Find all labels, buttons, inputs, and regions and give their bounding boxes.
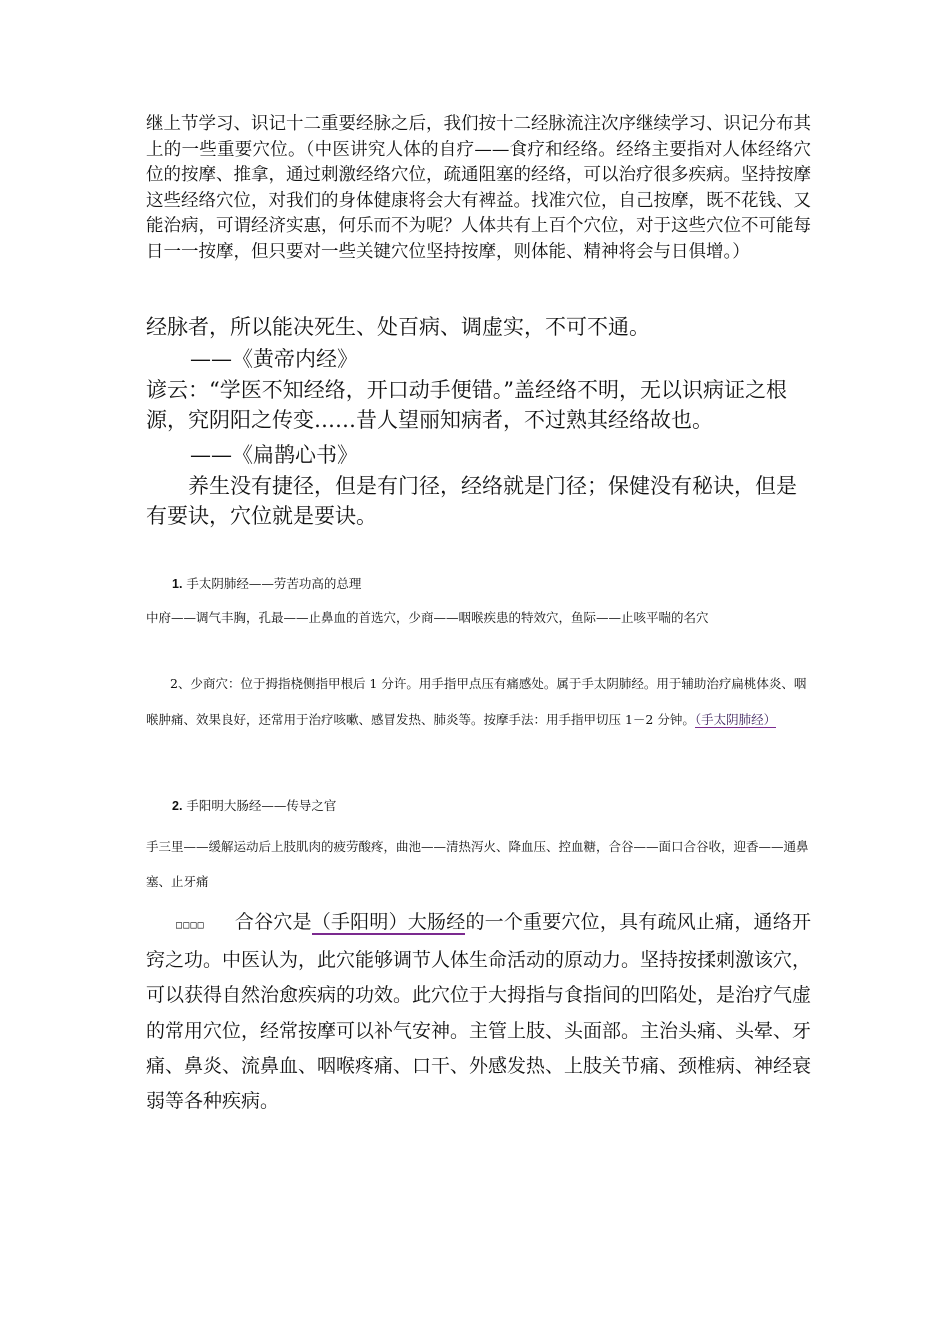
section-1-points: 中府——调气丰胸，孔最——止鼻血的首选穴，少商——咽喉疾患的特效穴，鱼际——止咳平喘的名穴 [146, 610, 709, 625]
health-motto: 养生没有捷径，但是有门径，经络就是门径；保健没有秘诀，但是有要诀，穴位就是要诀。 [146, 474, 797, 528]
section-2-heading [172, 797, 837, 815]
shaoshang-paragraph [146, 666, 811, 737]
hegu-text-before: 合谷穴是 [234, 911, 312, 933]
quote-huangdi: 经脉者，所以能决死生、处百病、调虚实，不可不通。 [146, 315, 650, 339]
quote-bianque: 谚云：“学医不知经络，开口动手便错。”盖经络不明，无以识病证之根源，究阴阳之传变……昔人望丽知病者，不过熟其经络故也。 [146, 378, 787, 432]
missing-glyphs: □□□□ [176, 920, 205, 931]
large-intestine-link[interactable]: （手阳明）大肠经 [311, 911, 466, 933]
section-1-number: 1. [172, 577, 183, 591]
section-2-points: 手三里——缓解运动后上肢肌肉的疲劳酸疼，曲池——清热泻火、降血压、控血糖，合谷——面口合谷收，迎香——通鼻塞、止牙痛 [146, 839, 809, 889]
section-1-title: 手太阴肺经——劳苦功高的总理 [186, 576, 362, 591]
section-2-title: 手阳明大肠经——传导之官 [186, 798, 337, 813]
quote-bianque-source: ——《扁鹊心书》 [190, 443, 358, 467]
section-1-heading [172, 575, 837, 593]
quote-huangdi-source: ——《黄帝内经》 [190, 347, 358, 371]
section-2-number: 2. [172, 799, 183, 813]
hegu-paragraph [146, 905, 811, 1119]
intro-paragraph: 继上节学习、识记十二重要经脉之后，我们按十二经脉流注次序继续学习、识记分布其上的一些重要穴位。（中医讲究人体的自疗——食疗和经络。经络主要指对人体经络穴位的按摩、推拿，通过刺激经络穴位，疏通阻塞的经络，可以治疗很多疾病。坚持按摩这些经络穴位，对我们的身体健康将会大有裨益。找准穴位，自己按摩，既不花钱、又能治病，可谓经济实惠，何乐而不为呢？人体共有上百个穴位，对于这些穴位不可能每日一一按摩，但只要对一些关键穴位坚持按摩，则体能、精神将会与日俱增。） [146, 114, 811, 262]
shaoshang-detail: 2、少商穴：位于拇指桡侧指甲根后 1 分许。用手指甲点压有痛感处。属于手太阴肺经。用于辅助治疗扁桃体炎、咽喉肿痛、效果良好，还常用于治疗咳嗽、感冒发热、肺炎等。按摩手法：用手指甲切压 1－2 分钟。 [146, 676, 807, 727]
hegu-text-after: 的一个重要穴位，具有疏风止痛，通络开窍之功。中医认为，此穴能够调节人体生命活动的原动力。坚持按揉刺激该穴，可以获得自然治愈疾病的功效。此穴位于大拇指与食指间的凹陷处，是治疗气虚的常用穴位，经常按摩可以补气安神。主管上肢、头面部。主治头痛、头晕、牙痛、鼻炎、流鼻血、咽喉疼痛、口干、外感发热、上肢关节痛、颈椎病、神经衰弱等各种疾病。 [146, 911, 812, 1113]
meridian-link[interactable]: （手太阴肺经） [694, 711, 777, 727]
